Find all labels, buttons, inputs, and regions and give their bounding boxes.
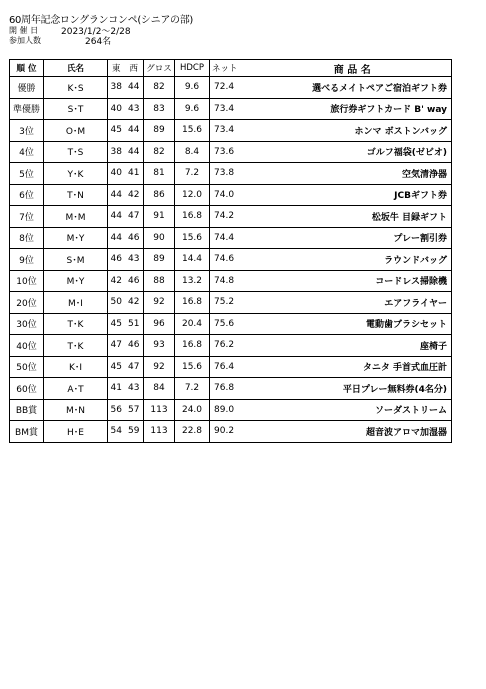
in-score-cell: 44 <box>125 120 144 142</box>
net-cell: 74.8 <box>210 270 254 292</box>
net-cell: 74.4 <box>210 227 254 249</box>
net-cell: 89.0 <box>210 399 254 421</box>
hdcp-cell: 24.0 <box>175 399 210 421</box>
prize-cell: 超音波アロマ加湿器 <box>254 421 452 443</box>
in-score-cell: 46 <box>125 227 144 249</box>
header-prize: 商 品 名 <box>254 60 452 77</box>
name-cell: M･N <box>44 399 108 421</box>
name-cell: O･M <box>44 120 108 142</box>
in-score-cell: 47 <box>125 206 144 228</box>
net-cell: 76.4 <box>210 356 254 378</box>
net-cell: 73.4 <box>210 98 254 120</box>
rank-cell: 準優勝 <box>10 98 44 120</box>
name-cell: M･I <box>44 292 108 314</box>
prize-cell: JCBギフト券 <box>254 184 452 206</box>
prize-cell: 平日プレー無料券(4名分) <box>254 378 452 400</box>
prize-cell: エアフライヤー <box>254 292 452 314</box>
in-score-cell: 44 <box>125 141 144 163</box>
header-rank: 順 位 <box>10 60 44 77</box>
table-row <box>10 270 452 292</box>
prize-cell: 電動歯ブラシセット <box>254 313 452 335</box>
gross-cell: 93 <box>144 335 175 357</box>
table-row <box>10 227 452 249</box>
results-table <box>9 59 452 443</box>
rank-cell: 40位 <box>10 335 44 357</box>
prize-cell: ラウンドバッグ <box>254 249 452 271</box>
hdcp-cell: 15.6 <box>175 120 210 142</box>
prize-cell: プレー割引券 <box>254 227 452 249</box>
gross-cell: 113 <box>144 421 175 443</box>
header-gross: グロス <box>144 60 175 77</box>
name-cell: H･E <box>44 421 108 443</box>
hdcp-cell: 12.0 <box>175 184 210 206</box>
table-row <box>10 120 452 142</box>
out-score-cell: 40 <box>108 163 125 185</box>
participants-row <box>9 35 112 47</box>
gross-cell: 81 <box>144 163 175 185</box>
out-score-cell: 38 <box>108 141 125 163</box>
hdcp-cell: 9.6 <box>175 98 210 120</box>
in-score-cell: 41 <box>125 163 144 185</box>
name-cell: K･S <box>44 77 108 99</box>
in-score-cell: 57 <box>125 399 144 421</box>
in-score-cell: 42 <box>125 292 144 314</box>
results-body <box>10 77 452 443</box>
hdcp-cell: 8.4 <box>175 141 210 163</box>
in-score-cell: 59 <box>125 421 144 443</box>
prize-cell: 選べるメイトペアご宿泊ギフト券 <box>254 77 452 99</box>
prize-cell: 空気清浄器 <box>254 163 452 185</box>
in-score-cell: 43 <box>125 98 144 120</box>
rank-cell: 3位 <box>10 120 44 142</box>
rank-cell: 10位 <box>10 270 44 292</box>
rank-cell: 60位 <box>10 378 44 400</box>
gross-cell: 113 <box>144 399 175 421</box>
out-score-cell: 50 <box>108 292 125 314</box>
net-cell: 74.2 <box>210 206 254 228</box>
hdcp-cell: 7.2 <box>175 163 210 185</box>
name-cell: T･S <box>44 141 108 163</box>
header-net: ネット <box>210 60 254 77</box>
hdcp-cell: 16.8 <box>175 206 210 228</box>
table-row <box>10 421 452 443</box>
rank-cell: 7位 <box>10 206 44 228</box>
participants-value: 264名 <box>85 37 112 47</box>
table-row <box>10 249 452 271</box>
table-row <box>10 163 452 185</box>
out-score-cell: 38 <box>108 77 125 99</box>
gross-cell: 90 <box>144 227 175 249</box>
in-score-cell: 47 <box>125 356 144 378</box>
net-cell: 73.4 <box>210 120 254 142</box>
hdcp-cell: 9.6 <box>175 77 210 99</box>
name-cell: M･Y <box>44 227 108 249</box>
header-hdcp: HDCP <box>175 60 210 77</box>
hdcp-cell: 16.8 <box>175 335 210 357</box>
prize-cell: 松坂牛 目録ギフト <box>254 206 452 228</box>
table-row <box>10 141 452 163</box>
hdcp-cell: 7.2 <box>175 378 210 400</box>
name-cell: K･I <box>44 356 108 378</box>
rank-cell: BM賞 <box>10 421 44 443</box>
hdcp-cell: 14.4 <box>175 249 210 271</box>
hdcp-cell: 13.2 <box>175 270 210 292</box>
out-score-cell: 42 <box>108 270 125 292</box>
prize-cell: 座椅子 <box>254 335 452 357</box>
name-cell: S･M <box>44 249 108 271</box>
in-score-cell: 42 <box>125 184 144 206</box>
gross-cell: 82 <box>144 77 175 99</box>
in-score-cell: 43 <box>125 378 144 400</box>
table-row <box>10 77 452 99</box>
rank-cell: BB賞 <box>10 399 44 421</box>
name-cell: Y･K <box>44 163 108 185</box>
rank-cell: 5位 <box>10 163 44 185</box>
net-cell: 73.8 <box>210 163 254 185</box>
table-row <box>10 98 452 120</box>
out-score-cell: 54 <box>108 421 125 443</box>
prize-cell: 旅行券ギフトカード B' way <box>254 98 452 120</box>
out-score-cell: 56 <box>108 399 125 421</box>
in-score-cell: 46 <box>125 270 144 292</box>
in-score-cell: 51 <box>125 313 144 335</box>
rank-cell: 20位 <box>10 292 44 314</box>
gross-cell: 86 <box>144 184 175 206</box>
gross-cell: 89 <box>144 120 175 142</box>
name-cell: T･N <box>44 184 108 206</box>
prize-cell: ホンマ ボストンバッグ <box>254 120 452 142</box>
rank-cell: 4位 <box>10 141 44 163</box>
in-score-cell: 44 <box>125 77 144 99</box>
table-row <box>10 335 452 357</box>
rank-cell: 50位 <box>10 356 44 378</box>
table-row <box>10 399 452 421</box>
hdcp-cell: 15.6 <box>175 227 210 249</box>
hdcp-cell: 15.6 <box>175 356 210 378</box>
rank-cell: 6位 <box>10 184 44 206</box>
net-cell: 76.2 <box>210 335 254 357</box>
out-score-cell: 44 <box>108 184 125 206</box>
prize-cell: ゴルフ福袋(ゼビオ) <box>254 141 452 163</box>
net-cell: 76.8 <box>210 378 254 400</box>
gross-cell: 88 <box>144 270 175 292</box>
gross-cell: 96 <box>144 313 175 335</box>
table-row <box>10 206 452 228</box>
gross-cell: 92 <box>144 292 175 314</box>
out-score-cell: 40 <box>108 98 125 120</box>
net-cell: 75.2 <box>210 292 254 314</box>
name-cell: T･K <box>44 313 108 335</box>
gross-cell: 89 <box>144 249 175 271</box>
net-cell: 90.2 <box>210 421 254 443</box>
gross-cell: 92 <box>144 356 175 378</box>
rank-cell: 9位 <box>10 249 44 271</box>
table-header-row <box>10 60 452 77</box>
out-score-cell: 41 <box>108 378 125 400</box>
document-title: 60周年記念ロングランコンペ(シニアの部) <box>9 15 194 26</box>
out-score-cell: 47 <box>108 335 125 357</box>
out-score-cell: 45 <box>108 120 125 142</box>
gross-cell: 82 <box>144 141 175 163</box>
prize-cell: ソーダストリーム <box>254 399 452 421</box>
header-out: 東 <box>108 60 125 77</box>
name-cell: M･M <box>44 206 108 228</box>
hdcp-cell: 20.4 <box>175 313 210 335</box>
net-cell: 74.0 <box>210 184 254 206</box>
prize-cell: コードレス掃除機 <box>254 270 452 292</box>
rank-cell: 30位 <box>10 313 44 335</box>
period-value: 2023/1/2～2/28 <box>61 27 131 37</box>
rank-cell: 8位 <box>10 227 44 249</box>
net-cell: 75.6 <box>210 313 254 335</box>
in-score-cell: 46 <box>125 335 144 357</box>
table-row <box>10 356 452 378</box>
table-row <box>10 378 452 400</box>
net-cell: 73.6 <box>210 141 254 163</box>
net-cell: 74.6 <box>210 249 254 271</box>
name-cell: T･K <box>44 335 108 357</box>
table-row <box>10 292 452 314</box>
header-in: 西 <box>125 60 144 77</box>
name-cell: S･T <box>44 98 108 120</box>
net-cell: 72.4 <box>210 77 254 99</box>
header-name: 氏名 <box>44 60 108 77</box>
prize-cell: タニタ 手首式血圧計 <box>254 356 452 378</box>
gross-cell: 91 <box>144 206 175 228</box>
gross-cell: 83 <box>144 98 175 120</box>
period-label: 開 催 日 <box>9 26 39 35</box>
out-score-cell: 45 <box>108 313 125 335</box>
rank-cell: 優勝 <box>10 77 44 99</box>
name-cell: M･Y <box>44 270 108 292</box>
in-score-cell: 43 <box>125 249 144 271</box>
table-row <box>10 184 452 206</box>
participants-label: 参加人数 <box>9 36 41 45</box>
gross-cell: 84 <box>144 378 175 400</box>
out-score-cell: 45 <box>108 356 125 378</box>
hdcp-cell: 16.8 <box>175 292 210 314</box>
table-row <box>10 313 452 335</box>
out-score-cell: 44 <box>108 227 125 249</box>
out-score-cell: 44 <box>108 206 125 228</box>
out-score-cell: 46 <box>108 249 125 271</box>
hdcp-cell: 22.8 <box>175 421 210 443</box>
name-cell: A･T <box>44 378 108 400</box>
